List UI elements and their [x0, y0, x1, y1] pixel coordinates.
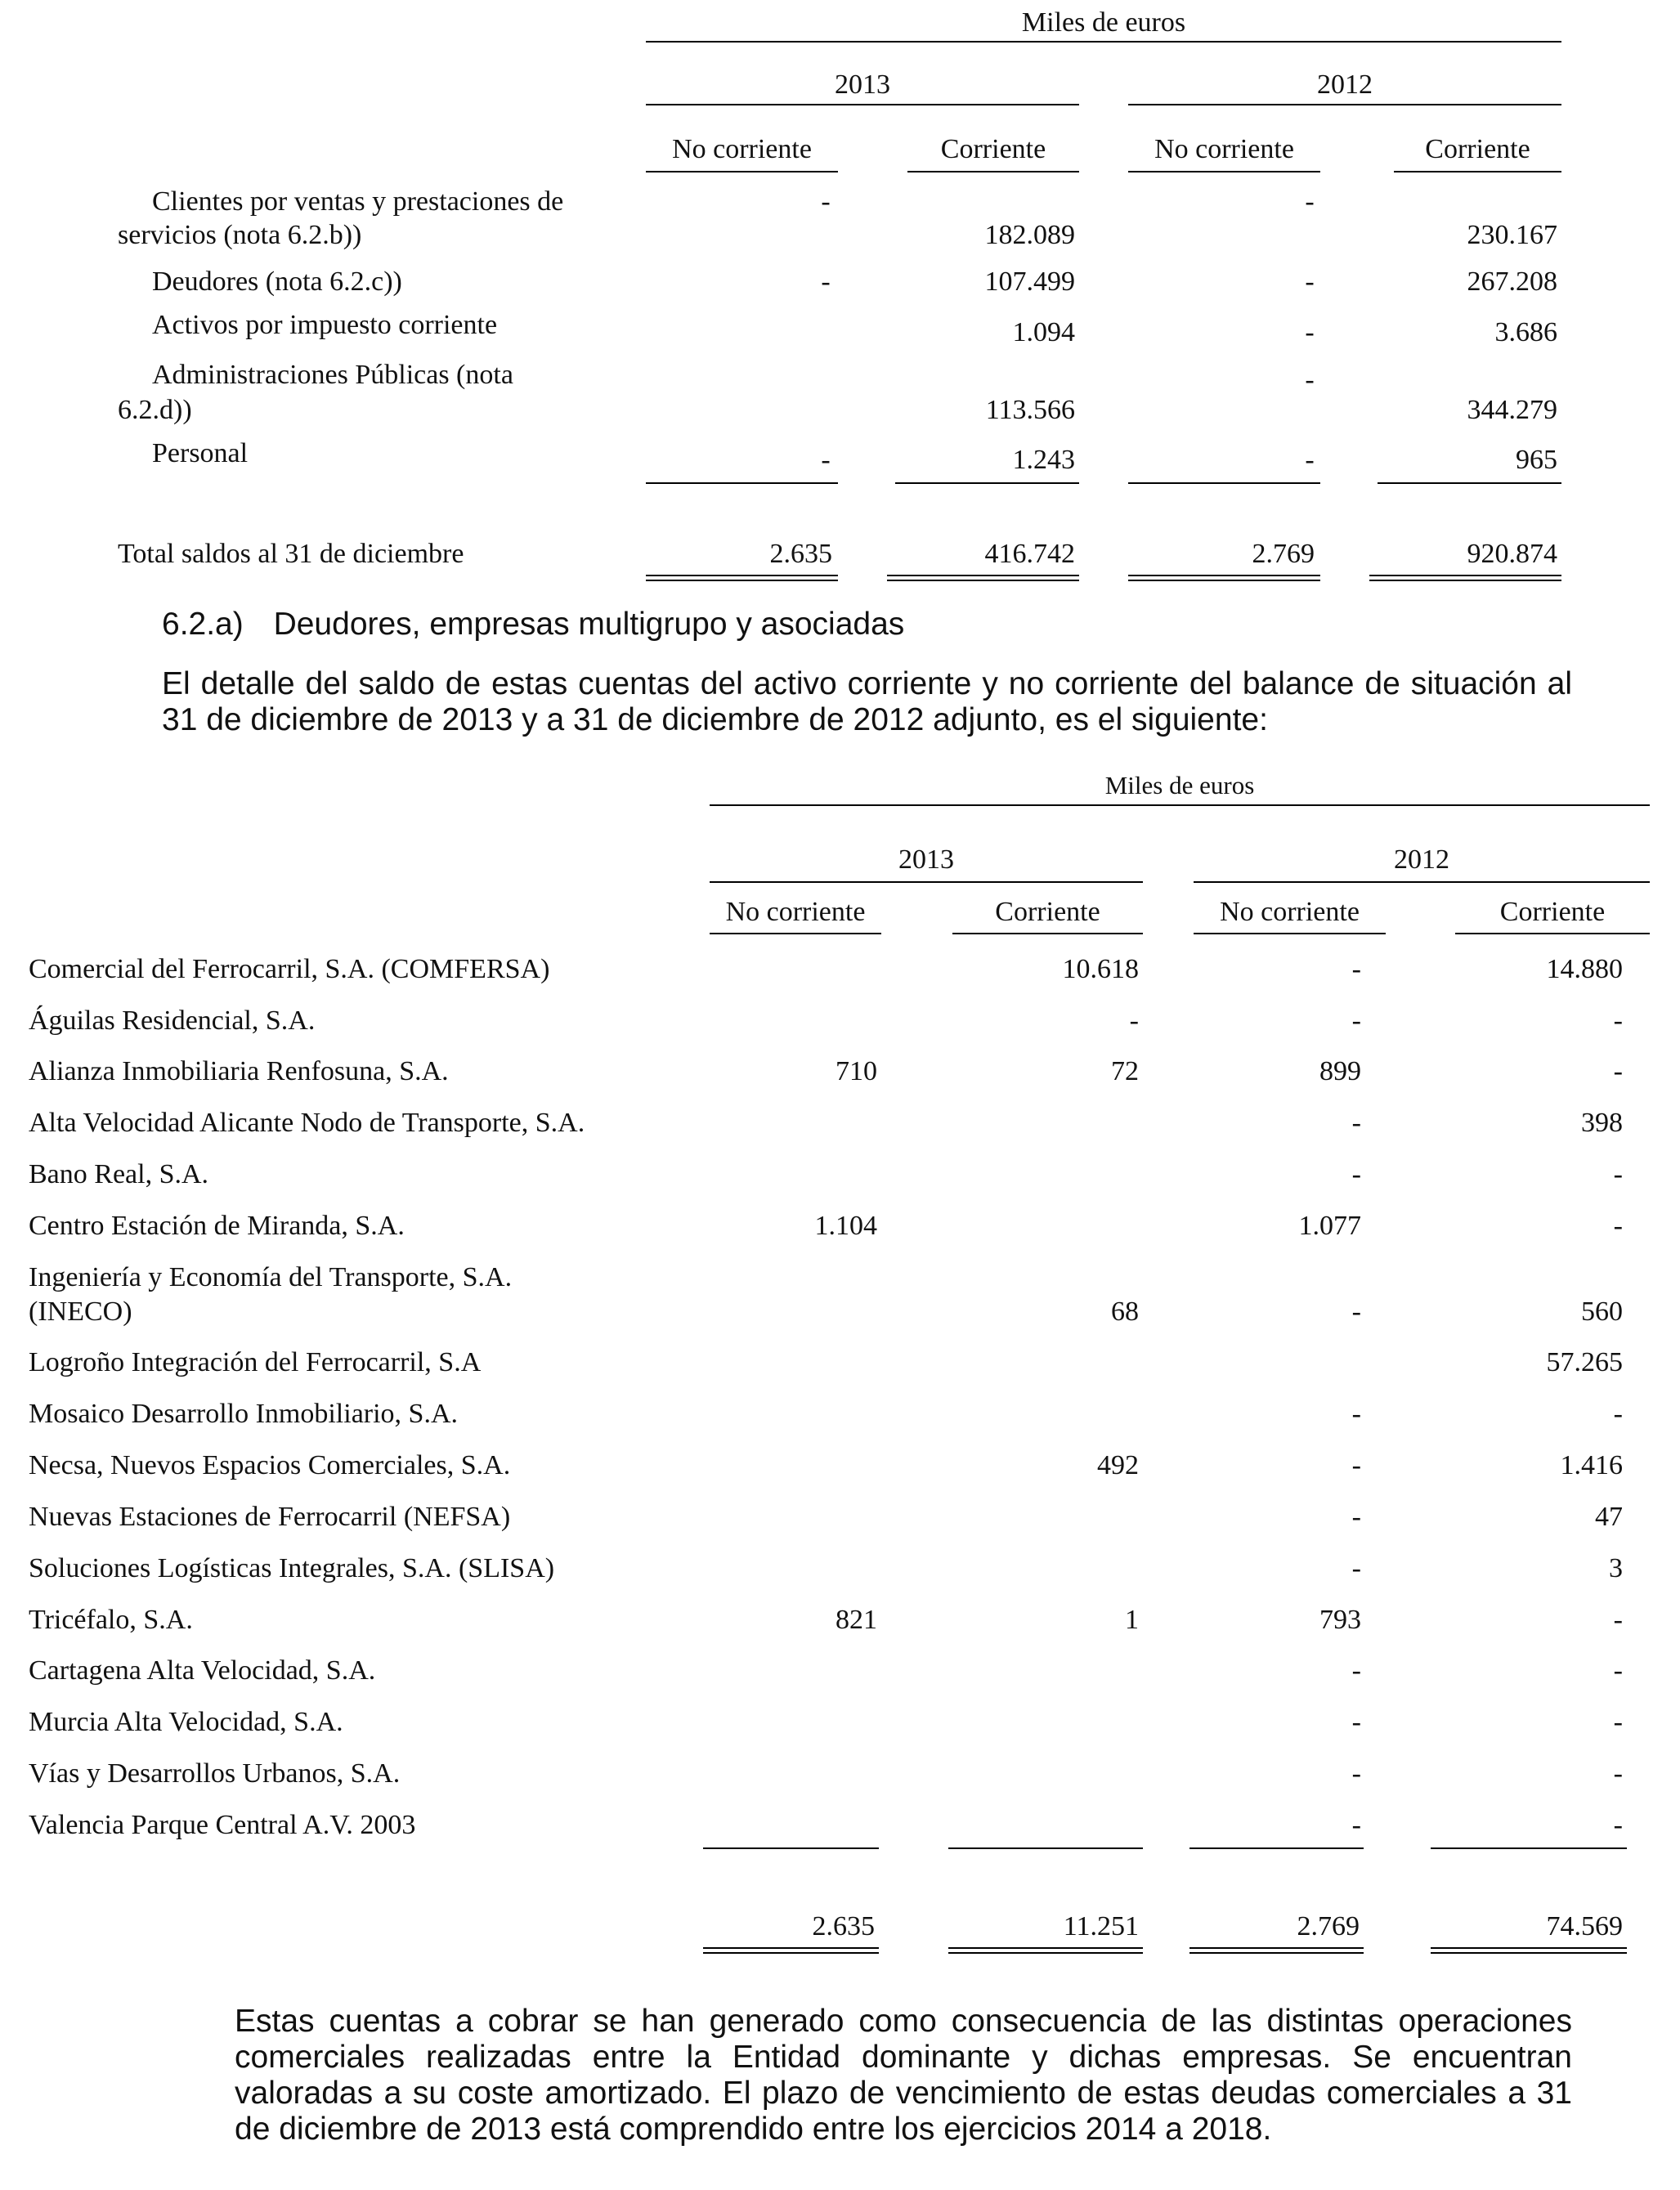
table-2-total-double-rule: [1431, 1947, 1627, 1954]
table-1-year-2013: 2013: [835, 69, 890, 100]
table-2-total-cell: 74.569: [1546, 1911, 1623, 1941]
table-cell: 398: [1581, 1108, 1623, 1138]
table-row-label: Centro Estación de Miranda, S.A.: [29, 1211, 405, 1241]
table-2-col-rule: [710, 933, 881, 934]
table-cell: 793: [1319, 1605, 1361, 1635]
table-cell: -: [1305, 317, 1315, 347]
table-cell: 57.265: [1546, 1347, 1623, 1377]
table-cell: -: [1351, 1810, 1361, 1840]
table-cell: 3: [1609, 1553, 1623, 1583]
table-1-unit-header: Miles de euros: [1021, 7, 1186, 38]
table-cell: 965: [1516, 445, 1557, 475]
table-2-year-rule-2012: [1194, 881, 1650, 883]
table-cell: -: [1305, 266, 1315, 297]
table-2-col-header: No corriente: [725, 897, 866, 927]
table-2-total-cell: 2.635: [812, 1911, 875, 1941]
table-cell: 1.243: [1012, 445, 1075, 475]
table-row-label: Deudores (nota 6.2.c)): [152, 266, 402, 297]
table-1-col-header: Corriente: [1425, 134, 1530, 164]
table-row-label: Bano Real, S.A.: [29, 1159, 209, 1189]
table-row-label: Nuevas Estaciones de Ferrocarril (NEFSA): [29, 1502, 511, 1532]
table-2-col-header: Corriente: [995, 897, 1100, 927]
table-row-label: Mosaico Desarrollo Inmobiliario, S.A.: [29, 1399, 459, 1429]
table-row-label: Águilas Residencial, S.A.: [29, 1005, 316, 1036]
table-row-label: Murcia Alta Velocidad, S.A.: [29, 1707, 343, 1737]
table-row-label: Valencia Parque Central A.V. 2003: [29, 1810, 416, 1840]
table-2-year-2012: 2012: [1394, 844, 1449, 875]
table-1-subtotal-rule: [1128, 482, 1320, 484]
table-1-total-cell: 2.635: [769, 539, 832, 569]
table-cell: -: [1613, 1707, 1623, 1737]
table-1-total-label: Total saldos al 31 de diciembre: [118, 539, 464, 569]
table-cell: 821: [836, 1605, 877, 1635]
table-1-total-double-rule: [646, 575, 838, 581]
table-1-total-double-rule: [1128, 575, 1320, 581]
table-1-col-header: Corriente: [940, 134, 1046, 164]
table-2-year-2013: 2013: [898, 844, 954, 875]
table-row-label: Soluciones Logísticas Integrales, S.A. (SLISA): [29, 1553, 555, 1583]
table-1-total-cell: 2.769: [1252, 539, 1315, 569]
table-cell: -: [1351, 1758, 1361, 1789]
table-row-label: Necsa, Nuevos Espacios Comerciales, S.A.: [29, 1450, 511, 1480]
table-cell: 1.104: [814, 1211, 877, 1241]
table-cell: -: [1351, 1450, 1361, 1480]
table-cell: 267.208: [1467, 266, 1557, 297]
table-cell: 14.880: [1546, 954, 1623, 984]
table-2-subtotal-rule: [1189, 1847, 1364, 1849]
table-cell: -: [821, 266, 831, 297]
table-cell: 107.499: [984, 266, 1075, 297]
table-cell: -: [1305, 186, 1315, 217]
table-cell: -: [1351, 954, 1361, 984]
closing-paragraph: Estas cuentas a cobrar se han generado como consecuencia de las distintas operaciones comerciales realizadas entre la Entidad dominante y dichas empresas. Se encuentran valoradas a su coste amortizado. El plazo de vencimiento de estas deudas comerciales a 31 de diciembre de 2013 está comprendido entre los ejercicios 2014 a 2018.: [235, 2004, 1572, 2147]
table-cell: 899: [1319, 1056, 1361, 1086]
table-row-label: Cartagena Alta Velocidad, S.A.: [29, 1655, 376, 1686]
table-1-subtotal-rule: [646, 482, 838, 484]
table-2-total-double-rule: [1189, 1947, 1364, 1954]
table-cell: 1.094: [1012, 317, 1075, 347]
table-1-year-rule-2012: [1128, 104, 1561, 105]
table-1-subtotal-rule: [895, 482, 1079, 484]
table-1-year-2012: 2012: [1317, 69, 1373, 100]
table-2-total-double-rule: [703, 1947, 879, 1954]
table-1-total-cell: 920.874: [1467, 539, 1557, 569]
table-cell: -: [1351, 1655, 1361, 1686]
table-1-col-header: No corriente: [1154, 134, 1294, 164]
table-1-col-rule: [1394, 171, 1561, 172]
section-heading-number: 6.2.a): [162, 607, 244, 642]
table-row-label: Alianza Inmobiliaria Renfosuna, S.A.: [29, 1056, 449, 1086]
table-cell: -: [1351, 1108, 1361, 1138]
table-1-unit-rule: [646, 41, 1561, 43]
table-1-col-rule: [1128, 171, 1320, 172]
table-row-label: Ingeniería y Economía del Transporte, S.A.: [29, 1262, 513, 1292]
table-2-col-rule: [1455, 933, 1650, 934]
table-1-col-rule: [907, 171, 1079, 172]
table-cell: 68: [1111, 1297, 1139, 1327]
table-cell: -: [1351, 1707, 1361, 1737]
table-cell: -: [1351, 1297, 1361, 1327]
table-2-col-header: Corriente: [1499, 897, 1606, 927]
table-2-col-rule: [1194, 933, 1386, 934]
table-2-year-rule-2013: [710, 881, 1143, 883]
table-cell: -: [1613, 1056, 1623, 1086]
table-cell: -: [1351, 1502, 1361, 1532]
table-row-label: Personal: [152, 438, 249, 468]
table-cell: 560: [1581, 1297, 1623, 1327]
section-heading: [162, 607, 904, 643]
table-2-total-cell: 11.251: [1063, 1911, 1139, 1941]
table-1-total-double-rule: [1369, 575, 1561, 581]
table-1-total-cell: 416.742: [984, 539, 1075, 569]
table-2-total-double-rule: [948, 1947, 1143, 1954]
table-cell: -: [1613, 1758, 1623, 1789]
table-cell: 230.167: [1467, 220, 1557, 250]
table-row-label: Administraciones Públicas (nota: [152, 360, 513, 390]
table-2-subtotal-rule: [1431, 1847, 1627, 1849]
table-2-col-rule: [952, 933, 1143, 934]
table-2-subtotal-rule: [703, 1847, 879, 1849]
table-cell: -: [1305, 445, 1315, 475]
table-1-col-header: No corriente: [672, 134, 812, 164]
table-cell: 3.686: [1494, 317, 1557, 347]
table-2-unit-header: Miles de euros: [1104, 771, 1255, 799]
table-row-label: Vías y Desarrollos Urbanos, S.A.: [29, 1758, 401, 1789]
table-2-col-header: No corriente: [1220, 897, 1360, 927]
table-cell: -: [1129, 1005, 1139, 1036]
table-cell: -: [1351, 1005, 1361, 1036]
table-cell: 10.618: [1062, 954, 1139, 984]
table-row-label: (INECO): [29, 1297, 132, 1327]
table-cell: 47: [1595, 1502, 1623, 1532]
table-2-unit-rule: [710, 804, 1650, 806]
table-row-label: Clientes por ventas y prestaciones de: [152, 186, 564, 217]
table-2-total-cell: 2.769: [1297, 1911, 1360, 1941]
table-row-label: Comercial del Ferrocarril, S.A. (COMFERSA): [29, 954, 550, 984]
table-cell: -: [1351, 1159, 1361, 1189]
table-row-label: Tricéfalo, S.A.: [29, 1605, 193, 1635]
table-cell: -: [1613, 1605, 1623, 1635]
table-cell: -: [821, 186, 831, 217]
table-cell: -: [1613, 1810, 1623, 1840]
table-cell: 72: [1111, 1056, 1139, 1086]
section-intro: El detalle del saldo de estas cuentas del activo corriente y no corriente del balance de situación al 31 de diciembre de 2013 y a 31 de diciembre de 2012 adjunto, es el siguiente:: [162, 666, 1572, 737]
table-1-col-rule: [646, 171, 838, 172]
table-cell: 113.566: [985, 395, 1075, 425]
section-heading-title: Deudores, empresas multigrupo y asociadas: [273, 607, 905, 642]
table-cell: 344.279: [1467, 395, 1557, 425]
table-row-label: Activos por impuesto corriente: [152, 310, 498, 340]
table-2-subtotal-rule: [948, 1847, 1143, 1849]
table-row-label: Alta Velocidad Alicante Nodo de Transporte, S.A.: [29, 1108, 585, 1138]
table-cell: -: [1613, 1159, 1623, 1189]
table-1-subtotal-rule: [1378, 482, 1561, 484]
table-cell: -: [1613, 1655, 1623, 1686]
table-row-label: 6.2.d)): [118, 395, 192, 425]
table-cell: -: [1351, 1399, 1361, 1429]
table-1-total-double-rule: [887, 575, 1079, 581]
table-row-label: servicios (nota 6.2.b)): [118, 220, 362, 250]
table-cell: 1.077: [1298, 1211, 1361, 1241]
table-cell: -: [1305, 365, 1315, 395]
table-cell: -: [1613, 1005, 1623, 1036]
table-cell: 492: [1097, 1450, 1139, 1480]
table-row-label: Logroño Integración del Ferrocarril, S.A: [29, 1347, 482, 1377]
table-cell: -: [1613, 1399, 1623, 1429]
table-cell: 1: [1125, 1605, 1139, 1635]
table-cell: -: [821, 445, 831, 475]
table-1-year-rule-2013: [646, 104, 1079, 105]
table-cell: -: [1351, 1553, 1361, 1583]
table-cell: -: [1613, 1211, 1623, 1241]
table-cell: 182.089: [984, 220, 1075, 250]
table-cell: 710: [836, 1056, 877, 1086]
table-cell: 1.416: [1560, 1450, 1623, 1480]
